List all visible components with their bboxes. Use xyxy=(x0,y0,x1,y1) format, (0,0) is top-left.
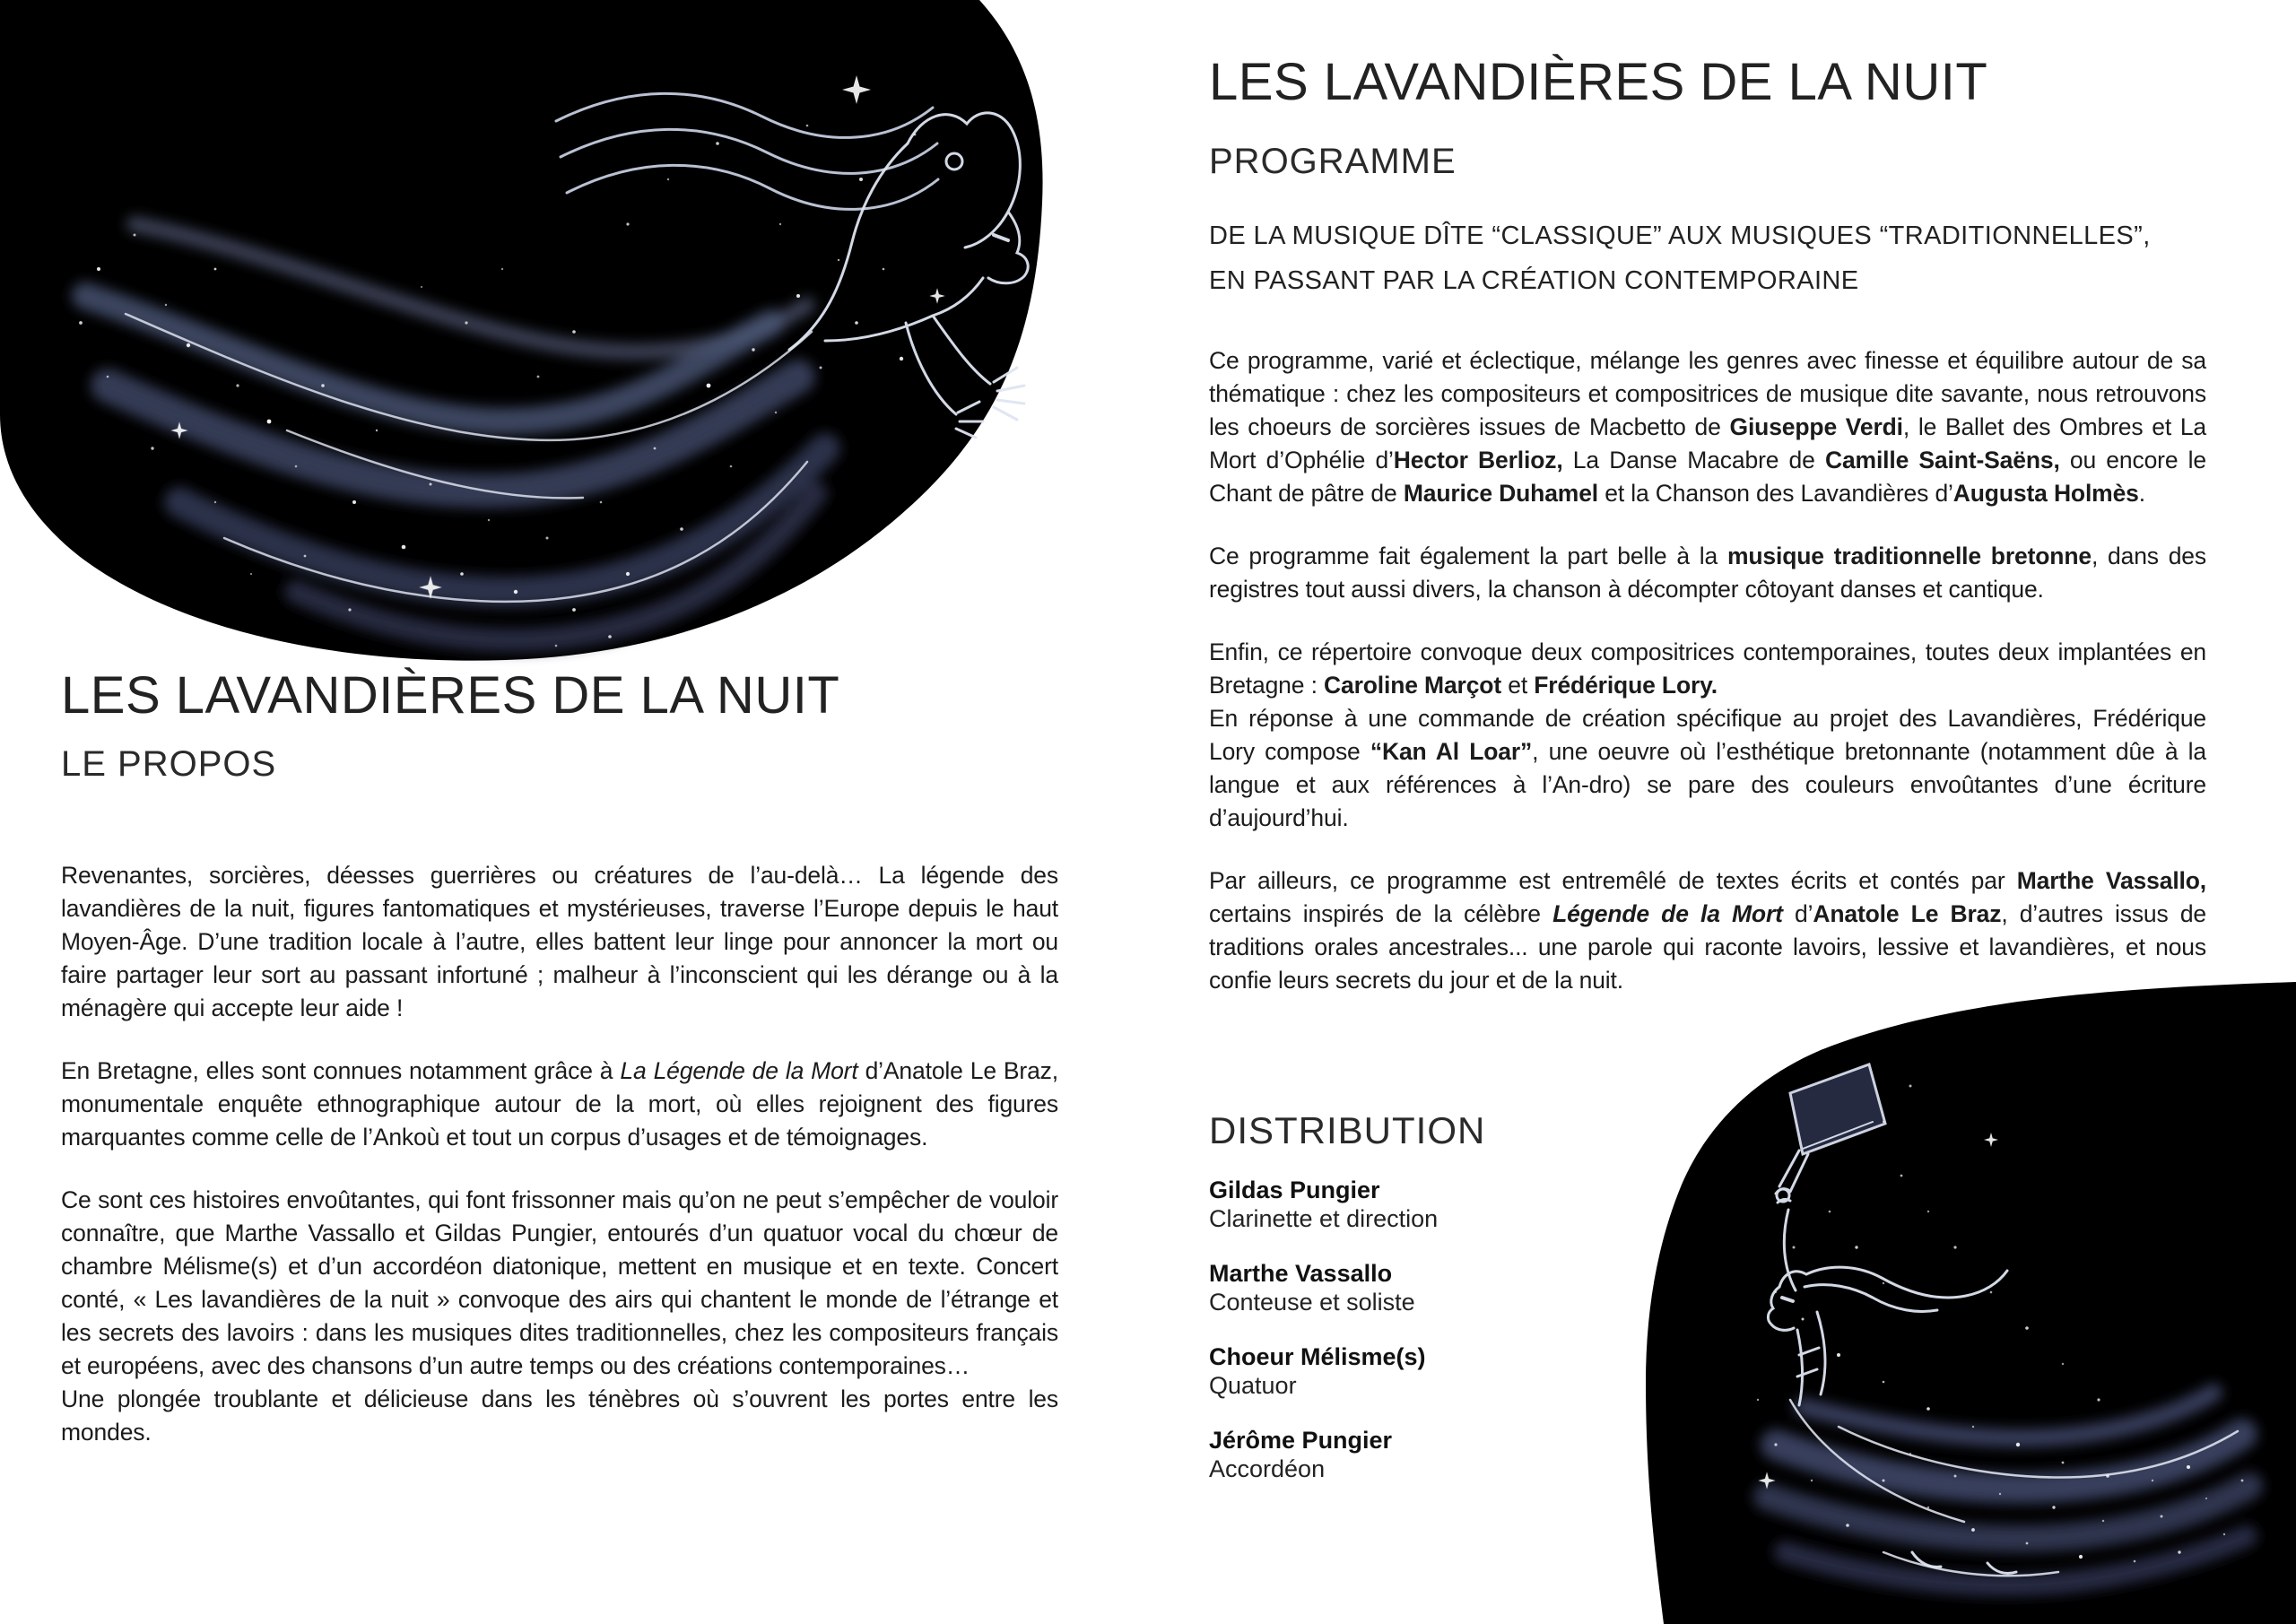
paragraph: En réponse à une commande de création spécifique au projet des Lavandières, Frédérique Lory compose “Kan Al Loar”, une oeuvre où l’esthétique bretonnante (notamment dûe à la langue et aux références à l’An-dro) se pare des couleurs envoûtantes d’une écriture d’aujourd’hui. xyxy=(1209,705,2206,831)
distribution-member xyxy=(1209,1177,1438,1233)
distribution-member xyxy=(1209,1343,1438,1400)
member-role: Conteuse et soliste xyxy=(1209,1288,1415,1316)
tagline-line: EN PASSANT PAR LA CRÉATION CONTEMPORAINE xyxy=(1209,266,1859,295)
member-name: Marthe Vassallo xyxy=(1209,1260,1393,1287)
member-role: Quatuor xyxy=(1209,1371,1297,1399)
paragraph: Ce programme fait également la part belle à la musique traditionnelle bretonne, dans des registres tout aussi divers, la chanson à décompter côtoyant danses et cantique. xyxy=(1209,543,2206,603)
right-page-title: LES LAVANDIÈRES DE LA NUIT xyxy=(1209,53,1988,111)
right-page-body xyxy=(1209,344,2206,997)
paragraph: Une plongée troublante et délicieuse dans les ténèbres où s’ouvrent les portes entre les mondes. xyxy=(61,1385,1058,1446)
member-name: Jérôme Pungier xyxy=(1209,1427,1393,1454)
flying-night-washerwoman-illustration xyxy=(0,0,1076,699)
left-page-body xyxy=(61,859,1058,1449)
paragraph: Enfin, ce répertoire convoque deux compositrices contemporaines, toutes deux implantées en Bretagne : Caroline Marçot et Frédérique Lory. xyxy=(1209,638,2206,699)
distribution-member xyxy=(1209,1260,1438,1316)
paragraph: Revenantes, sorcières, déesses guerrières ou créatures de l’au-delà… La légende des lavandières de la nuit, figures fantomatiques et mystérieuses, traverse l’Europe depuis le haut Moyen-Âge. D’une tradition locale à l’autre, elles battent leur linge pour annoncer la mort ou faire partager leur sort au passant infortuné ; malheur à l’inconscient qui les dérange ou à la ménagère qui accepte leur aide ! xyxy=(61,862,1058,1021)
paragraph: Ce sont ces histoires envoûtantes, qui font frissonner mais qu’on ne peut s’empêcher de vouloir connaître, que Marthe Vassallo et Gildas Pungier, entourés d’un quatuor vocal du chœur de chambre Mélisme(s) et d’un accordéon diatonique, mettent en musique et en texte. Concert conté, « Les lavandières de la nuit » convoque des airs qui chantent le monde de l’étrange et les secrets des lavoirs : dans les musiques dites traditionnelles, chez les compositeurs français et européens, avec des chansons d’un autre temps ou des créations contemporaines… xyxy=(61,1186,1058,1379)
paragraph: En Bretagne, elles sont connues notamment grâce à La Légende de la Mort d’Anatole Le Braz, monumentale enquête ethnographique autour de la mort, où elles rejoignent des figures marquantes comme celle de l’Ankoù et tout un corpus d’usages et de témoignages. xyxy=(61,1057,1058,1151)
member-role: Accordéon xyxy=(1209,1455,1326,1482)
left-page-title: LES LAVANDIÈRES DE LA NUIT xyxy=(61,666,840,725)
distribution-member xyxy=(1209,1427,1438,1483)
paragraph: Par ailleurs, ce programme est entremêlé de textes écrits et contés par Marthe Vassallo, certains inspirés de la célèbre Légende de la Mort d’Anatole Le Braz, d’autres issus de traditions orales ancestrales... une parole qui raconte lavoirs, lessive et lavandières, et nous confie leurs secrets du jour et de la nuit. xyxy=(1209,867,2206,994)
member-role: Clarinette et direction xyxy=(1209,1204,1439,1232)
right-page-subtitle: PROGRAMME xyxy=(1209,142,1457,181)
member-name: Choeur Mélisme(s) xyxy=(1209,1343,1426,1370)
tagline-line: DE LA MUSIQUE DÎTE “CLASSIQUE” AUX MUSIQUES “TRADITIONNELLES”, xyxy=(1209,221,2151,250)
member-name: Gildas Pungier xyxy=(1209,1177,1380,1203)
paragraph: Ce programme, varié et éclectique, mélange les genres avec finesse et équilibre autour de sa thématique : chez les compositeurs et compositrices de musique dite savante, nous retrouvons les choeurs de sorcières issues de Macbetto de Giuseppe Verdi, le Ballet des Ombres et La Mort d’Ophélie d’Hector Berlioz, La Danse Macabre de Camille Saint-Saëns, ou encore le Chant de pâtre de Maurice Duhamel et la Chanson des Lavandières d’Augusta Holmès. xyxy=(1209,347,2206,507)
programme-tagline xyxy=(1209,213,2151,303)
distribution-list xyxy=(1209,1177,1438,1510)
distribution-heading: DISTRIBUTION xyxy=(1209,1109,1486,1151)
washerwoman-raising-paddle-illustration xyxy=(1614,978,2296,1624)
left-page-subtitle: LE PROPOS xyxy=(61,744,277,784)
